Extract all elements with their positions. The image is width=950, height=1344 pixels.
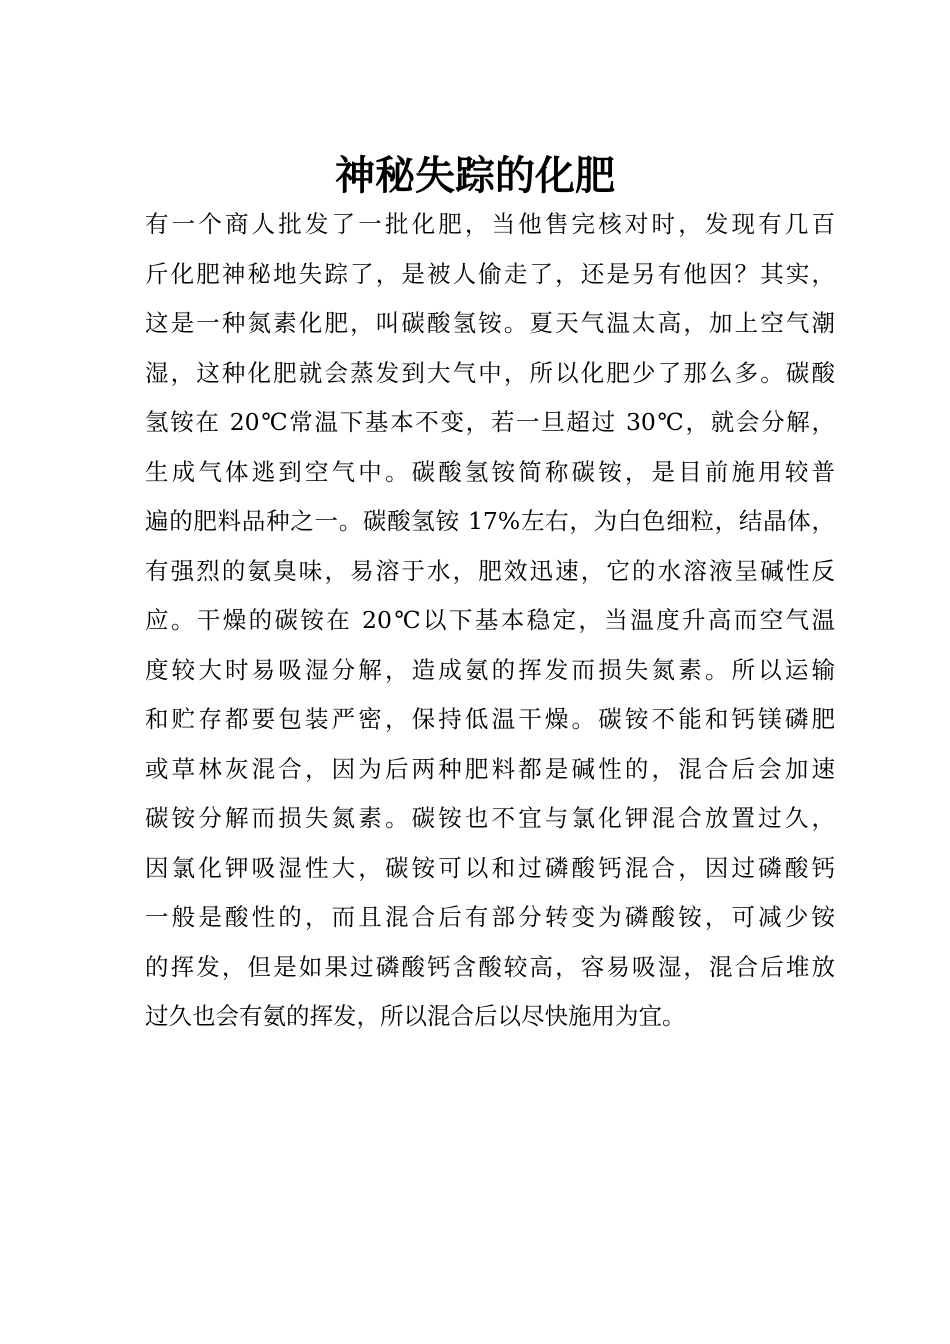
page-title: 神秘失踪的化肥 [335, 153, 615, 199]
body-line: 或草林灰混合，因为后两种肥料都是碱性的，混合后会加速 [145, 754, 835, 783]
body-line: 一般是酸性的，而且混合后有部分转变为磷酸铵，可减少铵 [145, 903, 835, 931]
body-line: 应。干燥的碳铵在 20℃以下基本稳定，当温度升高而空气温 [145, 606, 835, 634]
body-line: 斤化肥神秘地失踪了，是被人偷走了，还是另有他因？其实， [145, 259, 835, 288]
body-line: 遍的肥料品种之一。碳酸氢铵 17%左右，为白色细粒，结晶体， [145, 507, 835, 535]
body-line: 有强烈的氨臭味，易溶于水，肥效迅速，它的水溶液呈碱性反 [145, 556, 835, 585]
body-line: 因氯化钾吸湿性大，碳铵可以和过磷酸钙混合，因过磷酸钙 [145, 853, 835, 882]
body-line: 和贮存都要包装严密，保持低温干燥。碳铵不能和钙镁磷肥 [145, 705, 835, 733]
body-line: 度较大时易吸湿分解，造成氨的挥发而损失氮素。所以运输 [145, 655, 835, 684]
body-line: 湿，这种化肥就会蒸发到大气中，所以化肥少了那么多。碳酸 [145, 358, 835, 387]
body-line: 过久也会有氨的挥发，所以混合后以尽快施用为宜。 [145, 1002, 686, 1030]
article-body [145, 200, 835, 1042]
body-line: 生成气体逃到空气中。碳酸氢铵简称碳铵，是目前施用较普 [145, 457, 835, 486]
body-line: 这是一种氮素化肥，叫碳酸氢铵。夏天气温太高，加上空气潮 [145, 309, 835, 337]
body-line: 的挥发，但是如果过磷酸钙含酸较高，容易吸湿，混合后堆放 [145, 952, 835, 981]
body-line: 有一个商人批发了一批化肥，当他售完核对时，发现有几百 [145, 210, 835, 238]
body-line: 氢铵在 20℃常温下基本不变，若一旦超过 30℃，就会分解， [145, 408, 835, 436]
body-line: 碳铵分解而损失氮素。碳铵也不宜与氯化钾混合放置过久， [145, 804, 835, 832]
